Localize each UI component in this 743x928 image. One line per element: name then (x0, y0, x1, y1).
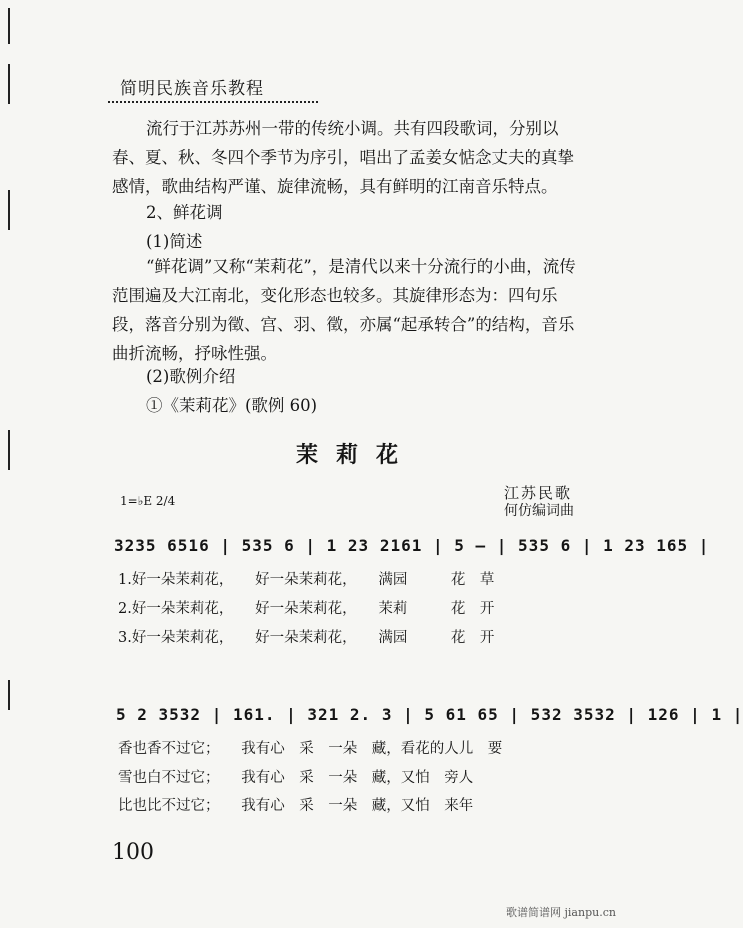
book-header: 简明民族音乐教程 (120, 79, 264, 99)
margin-mark (8, 680, 10, 710)
notation-line-2: 5 2 3532 | 161. | 321 2. 3 | 5 61 65 | 532 3532 | 126 | 1 | (116, 705, 743, 724)
subsection-example: (2)歌例介绍 (146, 367, 236, 386)
notation-line-1: 3235 6516 | 535 6 | 1 23 2161 | 5 – | 535 6 | 1 23 165 | (114, 536, 710, 555)
paragraph-overview: “鲜花调”又称“茉莉花”，是清代以来十分流行的小曲，流传范围遍及大江南北，变化形态也较多。其旋律形态为：四句乐段，落音分别为徵、宫、羽、徵，亦属“起承转合”的结构，音乐曲折流畅，抒咏性强。 (112, 257, 576, 363)
margin-mark (8, 8, 10, 44)
lyric-line: 雪也白不过它； 我有心 采 一朵 藏，又怕 旁人 (118, 770, 474, 786)
lyric-line: 3.好一朵茉莉花， 好一朵茉莉花， 满园 花 开 (118, 630, 495, 646)
header-rule (108, 101, 318, 103)
margin-mark (8, 430, 10, 470)
paragraph-intro: 流行于江苏苏州一带的传统小调。共有四段歌词，分别以春、夏、秋、冬四个季节为序引，唱出了孟姜女惦念丈夫的真挚感情，歌曲结构严谨、旋律流畅，具有鲜明的江南音乐特点。 (112, 119, 574, 196)
margin-mark (8, 190, 10, 230)
song-origin: 江苏民歌 (504, 484, 573, 502)
lyric-line: 比也比不过它； 我有心 采 一朵 藏，又怕 来年 (118, 798, 474, 814)
margin-mark (8, 64, 10, 104)
lyric-line: 1.好一朵茉莉花， 好一朵茉莉花， 满园 花 草 (118, 572, 495, 588)
subsection-overview: (1)简述 (146, 232, 203, 251)
lyric-line: 2.好一朵茉莉花， 好一朵茉莉花， 茉莉 花 开 (118, 601, 495, 617)
site-watermark: 歌谱简谱网 jianpu.cn (506, 906, 616, 919)
lyric-line: 香也香不过它； 我有心 采 一朵 藏，看花的人儿 要 (118, 741, 503, 757)
key-signature: 1=♭E 2/4 (120, 494, 176, 508)
page-number: 100 (112, 840, 154, 865)
song-arranger: 何仿编词曲 (504, 503, 574, 519)
section-heading: 2、鲜花调 (146, 203, 223, 222)
example-reference: ①《茉莉花》(歌例 60) (146, 396, 318, 415)
song-title: 茉莉花 (296, 443, 417, 468)
